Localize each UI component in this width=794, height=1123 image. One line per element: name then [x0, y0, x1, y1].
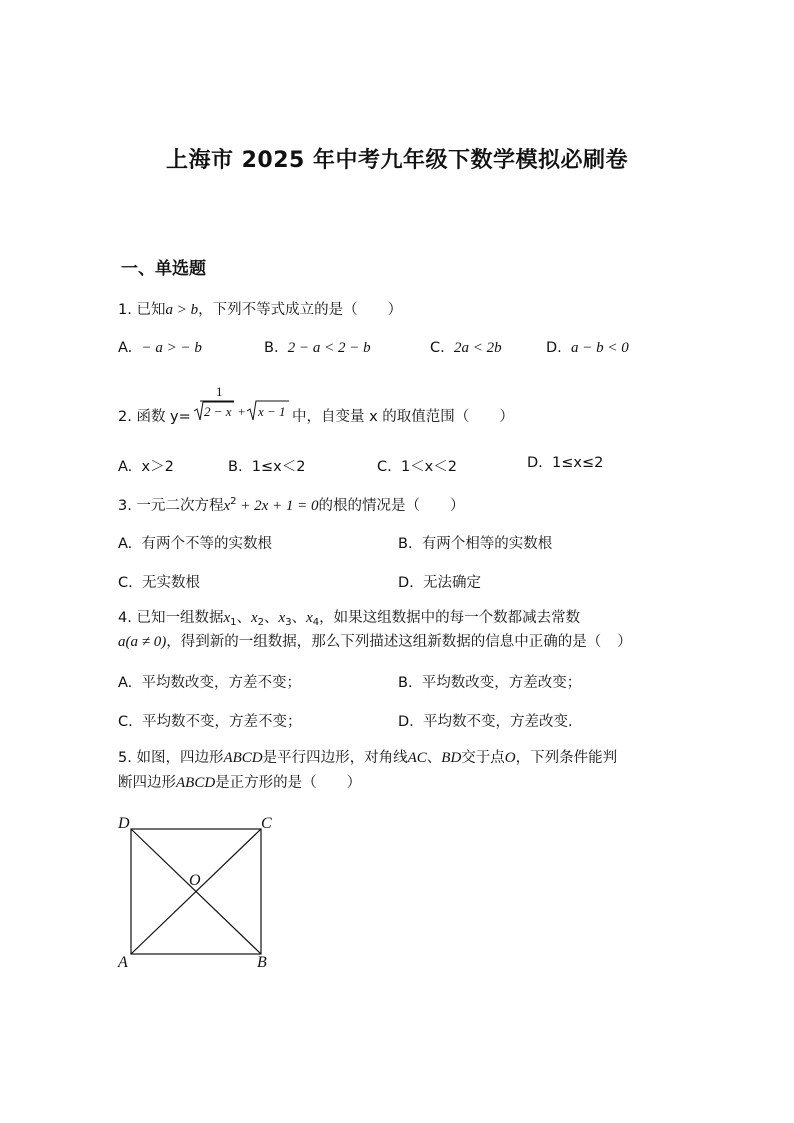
vertex-b-label: B [257, 954, 267, 971]
question-number: 3. [118, 498, 132, 514]
option-a: A. 平均数改变，方差不变； [118, 675, 301, 691]
option-label: A. [118, 459, 133, 475]
option-text: 有两个不等的实数根 [141, 536, 272, 552]
plus-sign: + [238, 404, 246, 419]
question-text: 如图，四边形 [136, 750, 224, 766]
option-c: C. 无实数根 [118, 575, 200, 591]
option-b [228, 455, 305, 476]
option-text: 平均数不变，方差不变； [141, 714, 302, 730]
center-o-label: O [189, 872, 201, 889]
option-text: 无法确定 [423, 575, 481, 591]
option-d: D. 无法确定 [398, 575, 481, 591]
fraction-numerator: 1 [216, 384, 223, 399]
option-a: A. 有两个不等的实数根 [118, 536, 272, 552]
question-text: ） [499, 409, 514, 425]
option-c [377, 455, 457, 476]
option-label: C. [377, 459, 392, 475]
question-text: ） [450, 498, 465, 514]
option-label: C. [430, 340, 445, 356]
option-label: D. [546, 340, 562, 356]
function-formula [192, 381, 292, 423]
square-figure [112, 812, 282, 974]
option-expr: 2 − a < 2 − b [287, 340, 371, 356]
question-number: 5. [118, 750, 132, 766]
option-label: D. [527, 455, 543, 471]
math-condition: a > b [165, 302, 199, 318]
option-b: B. 平均数改变，方差改变； [398, 675, 582, 691]
option-text: 有两个相等的实数根 [421, 536, 553, 552]
option-text: 平均数改变，方差改变； [421, 675, 582, 691]
option-text: 平均数不变，方差改变. [423, 714, 573, 730]
question-number: 1. [118, 302, 132, 318]
option-label: A. [118, 340, 133, 356]
option-text: x＞2 [141, 459, 174, 475]
option-expr: a − b < 0 [571, 340, 629, 356]
section-heading: 一、单选题 [121, 259, 206, 279]
question-2-tail [292, 407, 514, 427]
question-text: 一元二次方程 [136, 498, 224, 514]
vertex-a-label: A [118, 954, 128, 971]
option-expr: 2a < 2b [453, 340, 502, 356]
question-text: ，得到新的一组数据，那么下列描述这组新数据的信息中正确的是（ [166, 634, 602, 650]
option-text: 1≤x＜2 [251, 459, 306, 475]
option-d: D. 平均数不变，方差改变. [398, 714, 573, 730]
option-d [546, 340, 629, 357]
option-b [264, 340, 371, 357]
math-constant: a(a ≠ 0) [118, 634, 167, 650]
question-text: ，下列不等式成立的是（ [198, 302, 358, 318]
equation-exp: 2 [230, 496, 237, 507]
vertex-d-label: D [118, 815, 130, 832]
question-5-line2: 断四边形ABCD是正方形的是（ ） [118, 775, 362, 791]
option-text: 平均数改变，方差不变； [141, 675, 301, 691]
question-text: 的根的情况是（ [318, 498, 421, 514]
question-text: 中，自变量 x 的取值范围（ [292, 409, 470, 425]
question-text: ，如果这组数据中的每一个数都减去常数 [319, 610, 581, 626]
question-text: ） [387, 302, 403, 318]
vertex-c-label: C [261, 815, 272, 832]
option-text: 无实数根 [141, 575, 200, 591]
equation-rest: + 2x + 1 = 0 [236, 498, 319, 514]
question-3 [118, 492, 465, 516]
option-b: B. 有两个相等的实数根 [398, 536, 553, 552]
option-c: C. 平均数不变，方差不变； [118, 714, 302, 730]
option-text: 1≤x≤2 [552, 455, 604, 471]
question-4: 4. 已知一组数据$x_1$、$x_2$、$x_3$、$x_4$，如果这组数据中的每一个数都减去常数 [118, 610, 581, 628]
question-5: 5. 如图，四边形ABCD是平行四边形，对角线AC、BD交于点O，下列条件能判 [118, 750, 618, 766]
option-expr: − a > − b [141, 340, 202, 356]
radicand: x − 1 [258, 404, 286, 419]
option-d [527, 455, 603, 471]
option-a [118, 340, 202, 357]
fraction-denominator: 2 − x [204, 404, 232, 419]
option-a [118, 455, 174, 476]
question-2 [118, 407, 191, 427]
option-label: B. [228, 459, 243, 475]
option-c [430, 340, 502, 357]
question-number: 2. [118, 409, 132, 425]
equation-var: x [223, 498, 231, 514]
question-1 [118, 300, 402, 320]
question-text: 已知 [136, 302, 166, 318]
option-text: 1＜x＜2 [400, 459, 457, 475]
question-number: 4. [118, 610, 132, 626]
question-text: 已知一组数据 [136, 610, 224, 626]
option-label: B. [264, 340, 279, 356]
question-text: 函数 y= [136, 409, 191, 425]
question-4-line2: a(a ≠ 0)，得到新的一组数据，那么下列描述这组新数据的信息中正确的是（ ） [118, 634, 632, 650]
page-title: 上海市 2025 年中考九年级下数学模拟必刷卷 [165, 148, 629, 173]
question-text: 断四边形 [118, 775, 176, 791]
